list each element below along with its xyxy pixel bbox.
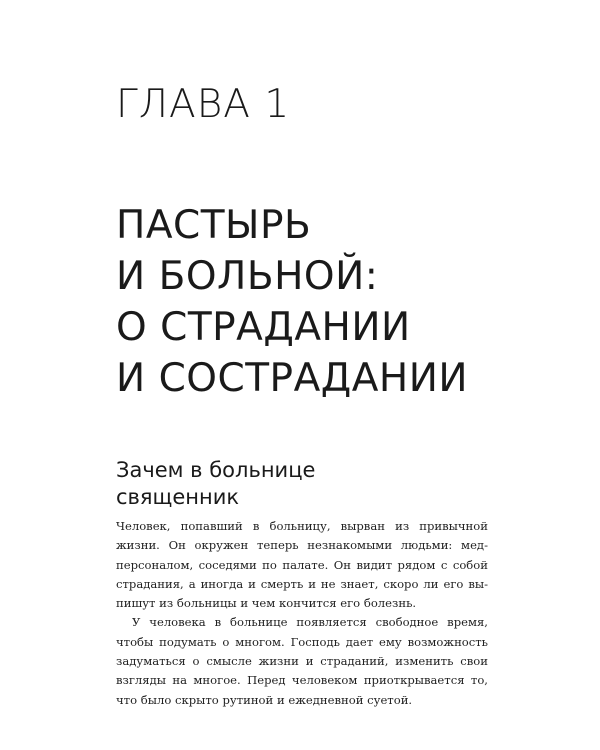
section-heading-line: священник	[116, 485, 240, 509]
text-line: что было скрыто рутиной и ежедневной суетой.	[116, 692, 413, 707]
paragraph	[116, 517, 488, 613]
text-line: Человек, попавший в больницу, вырван из привычной	[116, 519, 488, 533]
text-line: персоналом, соседями по палате. Он видит рядом с собой	[116, 557, 488, 572]
section-heading	[116, 457, 516, 511]
chapter-title-line: И БОЛЬНОЙ:	[116, 254, 379, 299]
text-line: взгляды на многое. Перед человеком приоткрывается то,	[116, 673, 488, 688]
section-heading-line: Зачем в больнице	[116, 458, 316, 482]
text-line: чтобы подумать о многом. Господь дает ему возможность	[116, 634, 488, 649]
text-line: страдания, а иногда и смерть и не знает, скоро ли его вы-	[116, 576, 488, 591]
chapter-title-line: И СОСТРАДАНИИ	[116, 356, 469, 401]
chapter-title-line: ПАСТЫРЬ	[116, 203, 312, 248]
text-line: пишут из больницы и чем кончится его болезнь.	[116, 596, 417, 611]
text-line: жизни. Он окружен теперь незнакомыми людьми: мед-	[116, 538, 488, 553]
paragraph	[116, 613, 488, 709]
text-line: У человека в больнице появляется свободное время,	[132, 615, 488, 630]
body-text	[116, 517, 488, 710]
chapter-label: ГЛАВА 1	[116, 82, 291, 127]
chapter-title	[116, 200, 586, 404]
text-line: задуматься о смысле жизни и страданий, изменить свои	[116, 654, 488, 669]
chapter-title-line: О СТРАДАНИИ	[116, 305, 411, 350]
